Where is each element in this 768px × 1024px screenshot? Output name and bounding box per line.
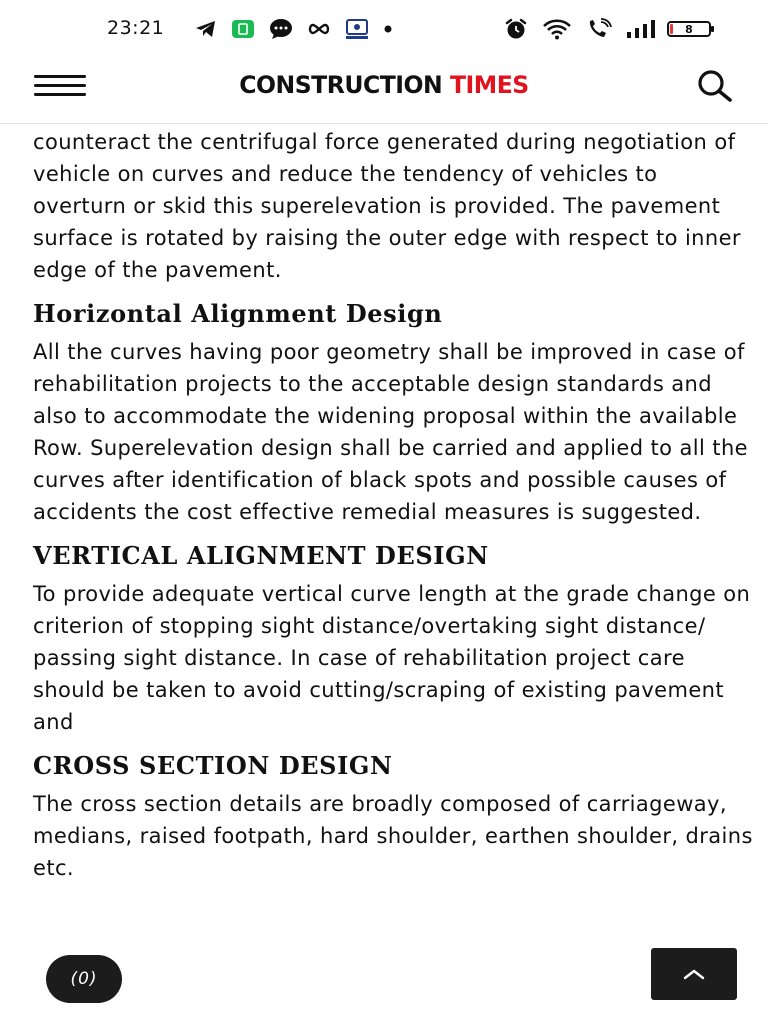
wifi-calling-icon <box>586 18 612 40</box>
section-heading: VERTICAL ALIGNMENT DESIGN <box>33 541 489 570</box>
article-paragraph: To provide adequate vertical curve length at the grade change on criterion of stopping sight distance/overtaking sight distance/ passing sight distance. In case of rehabilitation project care should be taken to avoid cutting/scraping of existing pavement and <box>33 582 751 734</box>
site-logo[interactable] <box>8 71 761 99</box>
status-time: 23:21 <box>107 17 165 39</box>
chat-bubble-icon <box>269 18 293 40</box>
article-paragraph: The cross section details are broadly composed of carriageway, medians, raised footpath, hard shoulder, earthen shoulder, drains etc. <box>33 792 753 880</box>
article-body <box>33 124 753 884</box>
wifi-icon <box>542 18 572 40</box>
dot-icon <box>383 24 393 34</box>
brand-times: TIMES <box>449 71 529 99</box>
article-paragraph: counteract the centrifugal force generated during negotiation of vehicle on curves and reduce the tendency of vehicles to overturn or skid this superelevation is provided. The pavement surface is rotated by raising the outer edge with respect to inner edge of the pavement. <box>33 130 741 282</box>
section-heading: Horizontal Alignment Design <box>33 299 443 328</box>
search-button[interactable] <box>692 68 736 104</box>
system-icons <box>504 18 656 40</box>
scroll-to-top-button[interactable] <box>651 948 737 1000</box>
floating-pill-label: (0) <box>70 969 98 989</box>
app-square-icon <box>231 19 255 39</box>
telegram-icon <box>195 19 217 39</box>
battery-level-text: 8 <box>685 22 693 36</box>
app-header <box>0 58 768 124</box>
brand-construction: CONSTRUCTION <box>239 71 443 99</box>
infinity-icon <box>307 22 331 36</box>
signal-icon <box>626 19 656 39</box>
battery-indicator <box>667 21 711 37</box>
alarm-icon <box>504 18 528 40</box>
chevron-up-icon <box>683 968 705 980</box>
notification-icons <box>195 18 393 40</box>
battery-level-fill <box>670 24 673 34</box>
status-bar <box>0 0 768 58</box>
screen-icon <box>345 18 369 40</box>
floating-action-pill[interactable] <box>46 955 122 1003</box>
search-icon <box>692 68 736 104</box>
section-heading: CROSS SECTION DESIGN <box>33 751 393 780</box>
article-paragraph: All the curves having poor geometry shall be improved in case of rehabilitation projects to the acceptable design standards and also to accommodate the widening proposal within the available Row. Superelevation design shall be carried and applied to all the curves after identification of black spots and possible causes of accidents the cost effective remedial measures is suggested. <box>33 340 748 524</box>
